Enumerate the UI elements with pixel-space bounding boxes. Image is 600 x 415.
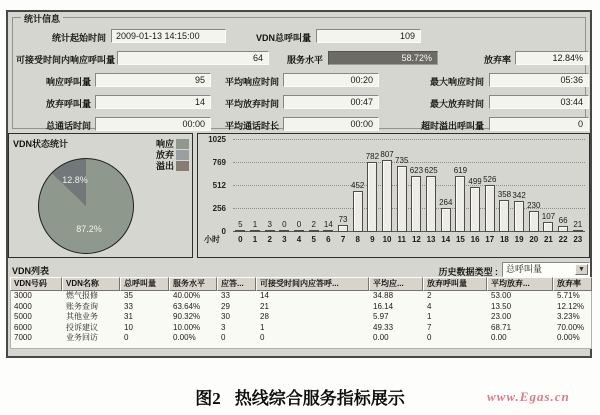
bar-value-label: 619 — [453, 166, 468, 176]
y-tick-label: 256 — [212, 204, 226, 214]
history-type-label: 历史数据类型 : — [438, 267, 498, 277]
legend-label: 放弃 — [155, 150, 174, 160]
bar-value-label: 66 — [558, 216, 568, 226]
bar-value-label: 5 — [238, 220, 243, 229]
max-abandon-time-field[interactable]: 03:44 — [489, 95, 589, 109]
bar — [306, 220, 321, 232]
bar-rect — [338, 225, 348, 232]
x-tick-label: 13 — [426, 235, 436, 244]
table-cell: 33 — [221, 291, 230, 300]
bar — [482, 175, 497, 232]
table-cell: 31 — [124, 312, 133, 322]
abandon-calls-label: 放弃呼叫量 — [45, 99, 91, 109]
service-level-bar: 58.72% — [328, 51, 438, 65]
vdn-status-panel — [8, 133, 193, 258]
table-cell: 2 — [427, 291, 432, 300]
bar — [438, 198, 453, 232]
bar — [453, 166, 468, 232]
table-cell: 3.23% — [557, 312, 580, 322]
column-header[interactable]: 总呼叫量 — [120, 277, 169, 291]
table-cell: 12.12% — [557, 301, 585, 311]
table-cell: 0 — [124, 333, 129, 343]
history-type-value: 总呼叫量 — [506, 264, 543, 274]
table-cell: 21 — [260, 301, 269, 311]
table-cell: 1 — [260, 322, 265, 332]
table-cell: 4000 — [14, 301, 32, 311]
legend-label: 响应 — [155, 139, 174, 149]
y-tick-label: 1025 — [208, 135, 226, 144]
bar — [409, 166, 424, 232]
bar-rect — [250, 230, 260, 232]
column-header[interactable]: VDN号码 — [10, 277, 62, 291]
bar-plot — [233, 142, 585, 232]
bar-rect — [323, 230, 333, 232]
bar-value-label: 264 — [439, 198, 453, 208]
table-row[interactable] — [11, 291, 591, 302]
vdn-total-calls-label: VDN总呼叫量 — [255, 33, 311, 43]
bar-value-label: 623 — [409, 166, 424, 176]
bar-rect — [485, 185, 495, 232]
bar — [526, 201, 541, 232]
vdn-list-title: VDN列表 — [12, 266, 50, 276]
start-time-label: 统计起始时间 — [51, 33, 106, 43]
legend-swatch-icon — [176, 161, 189, 171]
bar-value-label: 526 — [483, 174, 497, 184]
bar — [497, 190, 512, 232]
chevron-down-icon[interactable]: ▼ — [575, 264, 588, 275]
avg-abandon-time-field[interactable]: 00:47 — [283, 95, 379, 109]
table-cell: 40.00% — [173, 291, 201, 300]
bar — [336, 215, 351, 232]
table-cell: 1 — [427, 312, 432, 322]
column-header[interactable]: 可接受时间内应答呼... — [256, 277, 369, 291]
bar-rect — [499, 200, 509, 232]
x-tick-label: 9 — [370, 235, 375, 244]
bar — [380, 150, 395, 232]
x-tick-label: 22 — [558, 235, 568, 244]
bar-rect — [353, 191, 363, 232]
response-calls-field[interactable]: 95 — [95, 73, 211, 87]
y-tick-label: 769 — [212, 157, 226, 167]
column-header[interactable]: 放弃率 — [553, 277, 592, 291]
bar-rect — [529, 211, 539, 232]
x-tick-label: 5 — [311, 235, 316, 244]
bar-value-label: 21 — [573, 220, 583, 229]
table-cell: 3 — [221, 322, 226, 332]
x-axis-title: 小时 — [204, 235, 220, 244]
acceptable-response-label: 可接受时间内响应呼叫量 — [15, 55, 115, 65]
table-cell: 燃气报修 — [66, 291, 98, 300]
max-abandon-time-label: 最大放弃时间 — [429, 99, 484, 109]
x-tick-label: 17 — [485, 235, 495, 244]
bar-value-label: 14 — [323, 220, 333, 229]
table-cell: 账务查询 — [66, 301, 98, 311]
table-cell: 5.97 — [373, 312, 389, 322]
x-tick-label: 4 — [296, 235, 302, 244]
table-cell: 5000 — [14, 312, 32, 322]
table-cell: 0.00% — [173, 333, 196, 343]
column-header[interactable]: 平均应... — [369, 277, 423, 291]
bar — [321, 220, 336, 232]
watermark: www.Egas.cn — [487, 389, 570, 404]
bar — [292, 220, 307, 232]
table-cell: 68.71 — [491, 322, 512, 332]
bar — [424, 166, 439, 232]
x-tick-label: 15 — [455, 235, 465, 244]
acceptable-response-field[interactable]: 64 — [117, 51, 269, 65]
bar-value-label: 358 — [497, 189, 512, 199]
table-cell: 5.71% — [557, 291, 580, 300]
abandon-rate-label: 放弃率 — [483, 55, 511, 65]
bar-value-label: 0 — [282, 220, 287, 229]
x-tick-label: 2 — [267, 235, 272, 244]
table-cell: 0 — [260, 333, 265, 343]
table-cell: 0.00% — [557, 333, 580, 343]
bar — [556, 216, 571, 232]
bar-value-label: 807 — [380, 149, 394, 159]
bar — [262, 220, 277, 232]
column-header[interactable]: 放弃呼叫量 — [423, 277, 487, 291]
x-tick-label: 3 — [282, 235, 287, 244]
bar-rect — [397, 166, 407, 232]
table-row[interactable] — [11, 333, 591, 344]
x-tick-label: 7 — [340, 235, 346, 244]
pie-slice-label-response: 87.2% — [76, 224, 102, 234]
bar-value-label: 230 — [527, 201, 541, 211]
service-level-label: 服务水平 — [286, 55, 323, 65]
figure-title: 热线综合服务指标展示 — [234, 389, 405, 408]
table-row[interactable] — [11, 323, 591, 334]
table-cell: 23.00 — [491, 312, 512, 322]
table-cell: 28 — [260, 312, 269, 322]
bar-value-label: 625 — [424, 165, 438, 175]
bar — [365, 152, 380, 232]
x-tick-label: 16 — [470, 235, 480, 244]
table-row[interactable] — [11, 312, 591, 323]
hour-axis — [233, 235, 585, 247]
bar-value-label: 107 — [541, 212, 556, 222]
max-response-time-field[interactable]: 05:36 — [489, 73, 589, 87]
abandon-rate-field[interactable]: 12.84% — [515, 51, 589, 65]
y-tick-label: 512 — [212, 181, 226, 191]
abandon-calls-field[interactable]: 14 — [95, 95, 211, 109]
table-cell: 7 — [427, 322, 432, 332]
table-cell: 16.14 — [373, 301, 394, 311]
table-cell: 53.00 — [491, 291, 512, 300]
table-cell: 10.00% — [173, 322, 201, 332]
bar — [233, 220, 248, 232]
start-time-field[interactable]: 2009-01-13 14:15:00 — [111, 29, 226, 43]
bar-panel — [197, 133, 590, 258]
bar-rect — [309, 230, 319, 232]
bar-value-label: 735 — [395, 156, 409, 166]
x-tick-label: 14 — [441, 235, 451, 244]
pie-slice-label-abandon: 12.8% — [62, 175, 88, 185]
table-cell: 0 — [221, 333, 226, 343]
x-tick-label: 11 — [397, 235, 406, 244]
table-cell: 其他业务 — [66, 312, 98, 322]
vdn-total-calls-field[interactable]: 109 — [316, 29, 421, 43]
table-cell: 投诉建议 — [66, 322, 98, 332]
legend-swatch-icon — [176, 150, 189, 160]
x-tick-label: 6 — [326, 235, 331, 244]
x-tick-label: 1 — [252, 235, 258, 244]
table-cell: 0.00 — [491, 333, 507, 343]
table-cell: 33 — [124, 301, 133, 311]
table-cell: 35 — [124, 291, 133, 300]
table-cell: 30 — [221, 312, 230, 322]
bar-value-label: 499 — [468, 177, 482, 187]
bar-value-label: 3 — [267, 220, 272, 229]
bar-rect — [367, 162, 377, 232]
table-cell: 4 — [427, 301, 432, 311]
table-cell: 0 — [427, 333, 432, 343]
table-cell: 6000 — [14, 322, 32, 332]
bar — [468, 177, 483, 232]
table-cell: 90.32% — [173, 312, 201, 322]
bar — [541, 212, 556, 232]
bar-rect — [455, 176, 465, 232]
table-cell: 63.64% — [173, 301, 201, 311]
history-type-dropdown[interactable] — [502, 262, 590, 277]
bar-rect — [543, 222, 553, 232]
y-tick-label: 0 — [221, 227, 226, 236]
table-cell: 3000 — [14, 291, 32, 300]
bar-value-label: 73 — [338, 215, 348, 225]
gridline — [233, 139, 585, 140]
table-cell: 70.00% — [557, 322, 585, 332]
bar-rect — [441, 208, 451, 232]
table-cell: 10 — [124, 322, 133, 332]
stats-groupbox — [12, 14, 586, 131]
overflow-calls-label: 超时溢出呼叫量 — [420, 121, 484, 131]
bar-rect — [235, 230, 245, 232]
table-cell: 34.88 — [373, 291, 394, 300]
app-window — [6, 10, 592, 358]
bar-rect — [426, 176, 436, 232]
vdn-status-title: VDN状态统计 — [13, 139, 69, 149]
y-axis — [198, 135, 229, 236]
max-response-time-label: 最大响应时间 — [429, 77, 484, 87]
bar-value-label: 342 — [512, 191, 526, 201]
x-tick-label: 18 — [499, 235, 509, 244]
table-row[interactable] — [11, 302, 591, 313]
legend-label: 溢出 — [155, 161, 174, 171]
table-cell: 13.50 — [491, 301, 512, 311]
bar-rect — [382, 160, 392, 232]
column-header[interactable]: 应答... — [217, 277, 256, 291]
stats-group-title: 统计信息 — [21, 12, 63, 25]
pie-chart — [38, 158, 134, 254]
x-tick-label: 23 — [573, 235, 583, 244]
legend-item — [156, 160, 189, 171]
vdn-table-body — [10, 291, 592, 349]
overflow-calls-field[interactable]: 0 — [489, 117, 589, 131]
avg-talk-duration-label: 平均通话时长 — [224, 121, 279, 131]
x-tick-label: 12 — [411, 235, 421, 244]
bar — [277, 220, 292, 232]
avg-abandon-time-label: 平均放弃时间 — [224, 99, 279, 109]
response-calls-label: 响应呼叫量 — [45, 77, 91, 87]
bar — [570, 220, 585, 232]
column-header[interactable]: 平均放弃... — [487, 277, 553, 291]
x-tick-label: 21 — [543, 235, 553, 244]
bar — [350, 181, 365, 232]
bar-value-label: 452 — [351, 181, 365, 191]
bar — [394, 156, 409, 232]
x-tick-label: 8 — [355, 235, 360, 244]
table-cell: 29 — [221, 301, 230, 311]
bar-rect — [558, 226, 568, 232]
bar-rect — [294, 230, 304, 232]
legend-swatch-icon — [176, 139, 189, 149]
avg-response-time-field[interactable]: 00:20 — [283, 73, 379, 87]
total-talk-time-field[interactable]: 00:00 — [95, 117, 211, 131]
table-cell: 业务回访 — [66, 333, 98, 343]
bar-rect — [265, 230, 275, 232]
bar-value-label: 1 — [252, 220, 258, 229]
bar-value-label: 0 — [296, 220, 302, 229]
bar-rect — [279, 230, 289, 232]
x-tick-label: 19 — [514, 235, 524, 244]
column-header[interactable]: 服务水平 — [169, 277, 217, 291]
bar-rect — [411, 176, 421, 232]
bar-value-label: 2 — [311, 220, 316, 229]
bar — [512, 191, 527, 232]
x-tick-label: 0 — [238, 235, 243, 244]
bar-rect — [470, 187, 480, 232]
table-cell: 0.00 — [373, 333, 389, 343]
pie-legend — [156, 138, 189, 171]
bar-rect — [514, 201, 524, 232]
x-tick-label: 20 — [529, 235, 539, 244]
bar-value-label: 782 — [365, 151, 380, 161]
table-cell: 49.33 — [373, 322, 394, 332]
figure-number: 图2 — [195, 389, 221, 408]
avg-talk-duration-field[interactable]: 00:00 — [283, 117, 379, 131]
vdn-table-header — [10, 277, 592, 291]
bar-rect — [573, 230, 583, 232]
total-talk-time-label: 总通话时间 — [45, 121, 91, 131]
bar — [248, 220, 263, 232]
x-tick-label: 10 — [382, 235, 392, 244]
column-header[interactable]: VDN名称 — [62, 277, 120, 291]
table-cell: 14 — [260, 291, 269, 300]
table-cell: 7000 — [14, 333, 32, 343]
avg-response-time-label: 平均响应时间 — [224, 77, 279, 87]
